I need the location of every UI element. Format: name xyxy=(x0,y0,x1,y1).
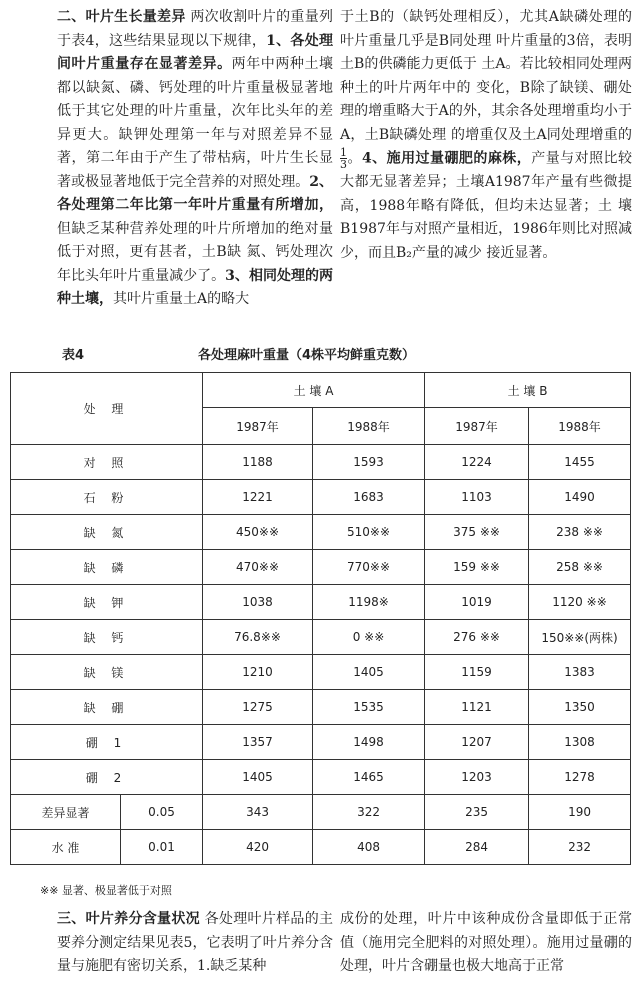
left-paragraph xyxy=(57,6,333,312)
row-treatment-label: 硼 2 xyxy=(11,760,203,795)
left-text-segment: 3、相同处理的两种土壤， xyxy=(57,267,334,307)
table-cell: 284 xyxy=(425,830,529,865)
table-cell: 1221 xyxy=(203,480,313,515)
right-paragraph xyxy=(340,6,632,265)
table-cell: 76.8※※ xyxy=(203,620,313,655)
table-label: 表4 xyxy=(62,348,85,363)
table-cell: 1198※ xyxy=(313,585,425,620)
header-year: 1987年 xyxy=(203,408,313,445)
table-row xyxy=(11,585,631,620)
table-cell: 258 ※※ xyxy=(529,550,631,585)
table-cell: 1455 xyxy=(529,445,631,480)
table-row xyxy=(11,725,631,760)
fraction-numerator: 1 xyxy=(340,146,347,159)
row-treatment-label: 对 照 xyxy=(11,445,203,480)
row-treatment-label: 缺 磷 xyxy=(11,550,203,585)
header-year: 1988年 xyxy=(529,408,631,445)
table-cell: 1275 xyxy=(203,690,313,725)
fraction-one-third xyxy=(340,147,347,170)
table-cell: 1350 xyxy=(529,690,631,725)
table-cell: 1278 xyxy=(529,760,631,795)
bottom-right-text xyxy=(340,908,632,979)
row-treatment-label: 缺 硼 xyxy=(11,690,203,725)
fraction-denominator: 3 xyxy=(340,158,347,171)
left-text-segment: 2、各处理第二年比第一年叶片重量有所增加， xyxy=(57,173,334,213)
section3-label: 三、叶片养分含量状况 xyxy=(57,911,200,927)
left-text-segment: 两年中两种土壤都以缺氮、磷、钙处理的叶片重量极显著地低于其它处理的叶片重量，次年比头年的差异更大。缺钾处理第一年与对照差异不显著，第二年由于产生了带枯病，叶片生长显著或极显著地低于完全营养的对照处理。 xyxy=(57,56,334,190)
right-text-main: 于土B的（缺钙处理相反），尤其A缺磷处理的叶片重量几乎是B同处理 叶片重量的3倍，表明土B的供磷能力更低于 土A。若比较相同处理两种土的叶片两年中的 变化，B除了缺镁、硼处理的增重略大于A的外，其余各处理增重均小于A，土B缺磷处理 的增重仅及土A同处理增重的 xyxy=(340,9,632,143)
table-cell: 1103 xyxy=(425,480,529,515)
left-text-column xyxy=(57,6,333,312)
right-text-column xyxy=(340,6,632,265)
table-row xyxy=(11,655,631,690)
significance-label: 差异显著 xyxy=(11,795,121,830)
left-text-segment: 其叶片重量土A的略大 xyxy=(113,291,250,307)
table-cell: 343 xyxy=(203,795,313,830)
row-treatment-label: 缺 钾 xyxy=(11,585,203,620)
bottom-right-paragraph: 成份的处理，叶片中该种成份含量即低于正常值（施用完全肥料的对照处理）。施用过量硼的处理，叶片含硼量也极大地高于正常 xyxy=(340,911,632,974)
bottom-left-text xyxy=(57,908,333,979)
table-cell: 159 ※※ xyxy=(425,550,529,585)
table-cell: 1357 xyxy=(203,725,313,760)
table-cell: 238 ※※ xyxy=(529,515,631,550)
significance-label: 水 准 xyxy=(11,830,121,865)
leaf-weight-table xyxy=(10,372,631,865)
table-cell: 1593 xyxy=(313,445,425,480)
header-soil-b: 土 壤 B xyxy=(425,373,631,408)
table-cell: 0 ※※ xyxy=(313,620,425,655)
row-treatment-label: 硼 1 xyxy=(11,725,203,760)
table-cell: 375 ※※ xyxy=(425,515,529,550)
point4-label: 4、施用过量硼肥的麻株， xyxy=(361,150,532,167)
section3-text: 各处理叶片样品的主要养分测定结果见表5，它表明了叶片养分含量与施肥有密切关系，1.缺乏某种 xyxy=(57,911,333,974)
table-cell: 232 xyxy=(529,830,631,865)
header-year: 1987年 xyxy=(425,408,529,445)
table-cell: 1224 xyxy=(425,445,529,480)
table-cell: 450※※ xyxy=(203,515,313,550)
significance-level: 0.01 xyxy=(121,830,203,865)
row-treatment-label: 缺 镁 xyxy=(11,655,203,690)
row-treatment-label: 石 粉 xyxy=(11,480,203,515)
table-cell: 1159 xyxy=(425,655,529,690)
table-cell: 1535 xyxy=(313,690,425,725)
significance-level: 0.05 xyxy=(121,795,203,830)
table-row xyxy=(11,690,631,725)
table-cell: 1405 xyxy=(203,760,313,795)
table-cell: 1490 xyxy=(529,480,631,515)
table-footnote: ※※ 显著、极显著低于对照 xyxy=(40,884,172,897)
bottom-left-paragraph xyxy=(57,908,333,979)
fraction-after: 。 xyxy=(347,150,362,167)
table-cell: 1498 xyxy=(313,725,425,760)
left-text-segment: 两次收割叶片的重量列于表4，这些结果显现以下规律， xyxy=(57,9,334,49)
left-text-segment: 二、叶片生长量差异 xyxy=(57,9,186,25)
table-cell: 770※※ xyxy=(313,550,425,585)
table-body xyxy=(11,373,631,865)
significance-row xyxy=(11,795,631,830)
table-cell: 1120 ※※ xyxy=(529,585,631,620)
table-cell: 1210 xyxy=(203,655,313,690)
header-treatment: 处 理 xyxy=(11,373,203,445)
table-cell: 1308 xyxy=(529,725,631,760)
table-cell: 150※※(两株) xyxy=(529,620,631,655)
table-row xyxy=(11,550,631,585)
table-cell: 235 xyxy=(425,795,529,830)
table-cell: 510※※ xyxy=(313,515,425,550)
table-cell: 190 xyxy=(529,795,631,830)
table-header-row xyxy=(11,373,631,408)
table-row xyxy=(11,620,631,655)
table-cell: 1203 xyxy=(425,760,529,795)
table-row xyxy=(11,480,631,515)
right-text-point4: 产量与对照比较大都无显著差异；土壤A1987年产量有些微提高，1988年略有降低，但均未达显著；土 壤B1987年与对照产量相近，1986年则比对照减少，而且B₂产量的减少 接近显著。 xyxy=(340,150,633,261)
table-cell: 1188 xyxy=(203,445,313,480)
table-cell: 1038 xyxy=(203,585,313,620)
table-cell: 408 xyxy=(313,830,425,865)
table-cell: 322 xyxy=(313,795,425,830)
table-cell: 1683 xyxy=(313,480,425,515)
header-soil-a: 土 壤 A xyxy=(203,373,425,408)
row-treatment-label: 缺 钙 xyxy=(11,620,203,655)
left-text-segment: 1、各处理间叶片重量存在显著差异。 xyxy=(57,32,333,72)
table-cell: 1121 xyxy=(425,690,529,725)
table-title: 各处理麻叶重量（4株平均鲜重克数） xyxy=(198,348,416,363)
table-cell: 1019 xyxy=(425,585,529,620)
table-row xyxy=(11,445,631,480)
table-row xyxy=(11,515,631,550)
table-cell: 420 xyxy=(203,830,313,865)
left-text-segment: 但缺乏某种营养处理的叶片所增加的绝对量低于对照，更有甚者，土B缺 氮、钙处理次年比头年叶片重量减少了。 xyxy=(57,220,333,284)
table-cell: 470※※ xyxy=(203,550,313,585)
table-cell: 276 ※※ xyxy=(425,620,529,655)
significance-row xyxy=(11,830,631,865)
table-cell: 1383 xyxy=(529,655,631,690)
header-year: 1988年 xyxy=(313,408,425,445)
row-treatment-label: 缺 氮 xyxy=(11,515,203,550)
table-cell: 1207 xyxy=(425,725,529,760)
table-caption xyxy=(0,344,640,364)
table-row xyxy=(11,760,631,795)
table-cell: 1465 xyxy=(313,760,425,795)
table-cell: 1405 xyxy=(313,655,425,690)
